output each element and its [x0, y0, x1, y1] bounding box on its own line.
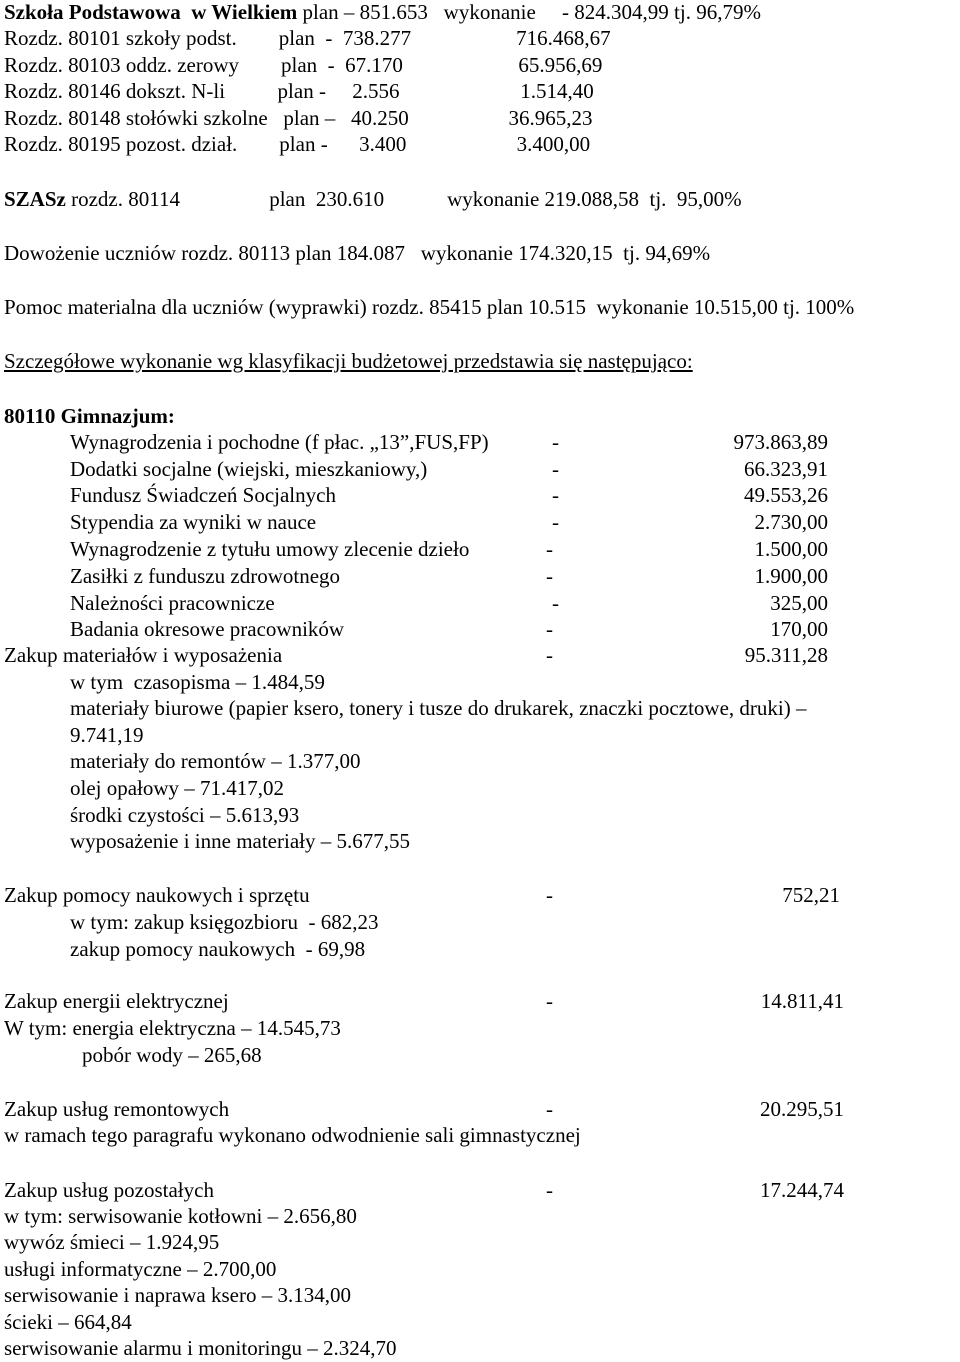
summary-line-80146: Rozdz. 80146 dokszt. N-li plan - 2.556 1.514,40	[4, 79, 594, 103]
item-dash: -	[552, 430, 559, 454]
section-heading-szczegolowe: Szczegółowe wykonanie wg klasyfikacji budżetowej przedstawia się następująco:	[4, 349, 693, 373]
item-label: Zakup usług pozostałych	[4, 1178, 214, 1202]
item-value: 1.900,00	[754, 564, 828, 588]
item-value: 325,00	[770, 591, 828, 615]
item-label: Wynagrodzenia i pochodne (f płac. „13”,FUS,FP)	[70, 430, 489, 454]
list-item	[70, 509, 828, 535]
item-value: 17.244,74	[760, 1178, 844, 1202]
item-value: 66.323,91	[744, 457, 828, 481]
item-dash: -	[546, 564, 553, 588]
item-value: 95.311,28	[744, 643, 828, 667]
list-item	[70, 616, 828, 642]
item-label: Fundusz Świadczeń Socjalnych	[70, 483, 336, 507]
item-label: Zakup energii elektrycznej	[4, 989, 229, 1013]
remontowe-row	[4, 1096, 844, 1122]
list-item	[70, 429, 828, 455]
item-label: Należności pracownicze	[70, 591, 275, 615]
materialy-czasopisma: w tym czasopisma – 1.484,59	[70, 670, 325, 694]
item-value: 1.500,00	[754, 537, 828, 561]
pomocy-naukowe: zakup pomocy naukowych - 69,98	[70, 937, 366, 961]
summary-line-dowozenie: Dowożenie uczniów rozdz. 80113 plan 184.087 wykonanie 174.320,15 tj. 94,69%	[4, 241, 711, 265]
school-name: Szkoła Podstawowa w Wielkiem	[4, 0, 298, 24]
item-dash: -	[546, 537, 553, 561]
zakup-materialow-row	[4, 642, 828, 668]
summary-line-80103: Rozdz. 80103 oddz. zerowy plan - 67.170 65.956,69	[4, 53, 603, 77]
energia-elektryczna: W tym: energia elektryczna – 14.545,73	[4, 1016, 341, 1040]
item-value: 2.730,00	[754, 510, 828, 534]
summary-line-pomoc: Pomoc materialna dla uczniów (wyprawki) rozdz. 85415 plan 10.515 wykonanie 10.515,00 tj. 100%	[4, 295, 855, 319]
materialy-biurowe-value: 9.741,19	[70, 723, 144, 747]
item-dash: -	[552, 510, 559, 534]
item-value: 49.553,26	[744, 483, 828, 507]
materialy-biurowe	[70, 695, 956, 721]
item-dash: -	[546, 617, 553, 641]
pomocy-ksiegozbior: w tym: zakup księgozbioru - 682,23	[70, 910, 379, 934]
item-value: 14.811,41	[760, 989, 844, 1013]
list-item	[70, 482, 828, 508]
school-plan-text: plan – 851.653 wykonanie - 824.304,99 tj. 96,79%	[297, 0, 761, 24]
item-dash: -	[552, 457, 559, 481]
summary-line-80148: Rozdz. 80148 stołówki szkolne plan – 40.250 36.965,23	[4, 106, 593, 130]
list-item	[70, 590, 828, 616]
item-label: Zasiłki z funduszu zdrowotnego	[70, 564, 341, 588]
energia-woda: pobór wody – 265,68	[82, 1043, 262, 1067]
pozostale-smieci: wywóz śmieci – 1.924,95	[4, 1230, 220, 1254]
item-dash: -	[552, 591, 559, 615]
item-label: Zakup pomocy naukowych i sprzętu	[4, 883, 310, 907]
item-dash: -	[546, 883, 553, 907]
szasz-label: SZASz	[4, 187, 66, 211]
materialy-olej: olej opałowy – 71.417,02	[70, 776, 285, 800]
pozostale-row	[4, 1177, 844, 1203]
item-dash: -	[546, 1178, 553, 1202]
item-value: 752,21	[782, 883, 840, 907]
remontowe-note: w ramach tego paragrafu wykonano odwodnienie sali gimnastycznej	[4, 1123, 581, 1147]
summary-line-80195: Rozdz. 80195 pozost. dział. plan - 3.400 3.400,00	[4, 132, 591, 156]
pozostale-kotlownia: w tym: serwisowanie kotłowni – 2.656,80	[4, 1204, 357, 1228]
materialy-biurowe-text: materiały biurowe (papier ksero, tonery i tusze do drukarek, znaczki pocztowe, druki) –	[70, 696, 807, 720]
pozostale-alarm: serwisowanie alarmu i monitoringu – 2.324,70	[4, 1336, 397, 1360]
item-dash: -	[552, 483, 559, 507]
pozostale-ksero: serwisowanie i naprawa ksero – 3.134,00	[4, 1283, 351, 1307]
item-label: Stypendia za wyniki w nauce	[70, 510, 317, 534]
materialy-remonty: materiały do remontów – 1.377,00	[70, 749, 361, 773]
item-label: Dodatki socjalne (wiejski, mieszkaniowy,)	[70, 457, 428, 481]
item-label: Zakup usług remontowych	[4, 1097, 230, 1121]
pozostale-scieki: ścieki – 664,84	[4, 1310, 132, 1334]
item-dash: -	[546, 1097, 553, 1121]
item-label: Zakup materiałów i wyposażenia	[4, 643, 283, 667]
materialy-czystosc: środki czystości – 5.613,93	[70, 803, 300, 827]
list-item	[70, 536, 828, 562]
materialy-wyposazenie: wyposażenie i inne materiały – 5.677,55	[70, 829, 410, 853]
zakup-pomocy-row	[4, 882, 840, 908]
item-value: 20.295,51	[760, 1097, 844, 1121]
item-label: Wynagrodzenie z tytułu umowy zlecenie dzieło	[70, 537, 470, 561]
list-item	[70, 563, 828, 589]
item-dash: -	[546, 989, 553, 1013]
item-label: Badania okresowe pracowników	[70, 617, 345, 641]
energia-row	[4, 988, 844, 1014]
gimnazjum-heading: 80110 Gimnazjum:	[4, 404, 175, 428]
summary-line-szasz	[4, 186, 742, 212]
summary-line-80101: Rozdz. 80101 szkoły podst. plan - 738.277 716.468,67	[4, 26, 611, 50]
szasz-text: rozdz. 80114 plan 230.610 wykonanie 219.088,58 tj. 95,00%	[65, 187, 742, 211]
item-dash: -	[546, 643, 553, 667]
item-value: 170,00	[770, 617, 828, 641]
summary-line-szkola	[4, 0, 761, 25]
list-item	[70, 456, 828, 482]
pozostale-informatyczne: usługi informatyczne – 2.700,00	[4, 1257, 277, 1281]
item-value: 973.863,89	[733, 430, 828, 454]
